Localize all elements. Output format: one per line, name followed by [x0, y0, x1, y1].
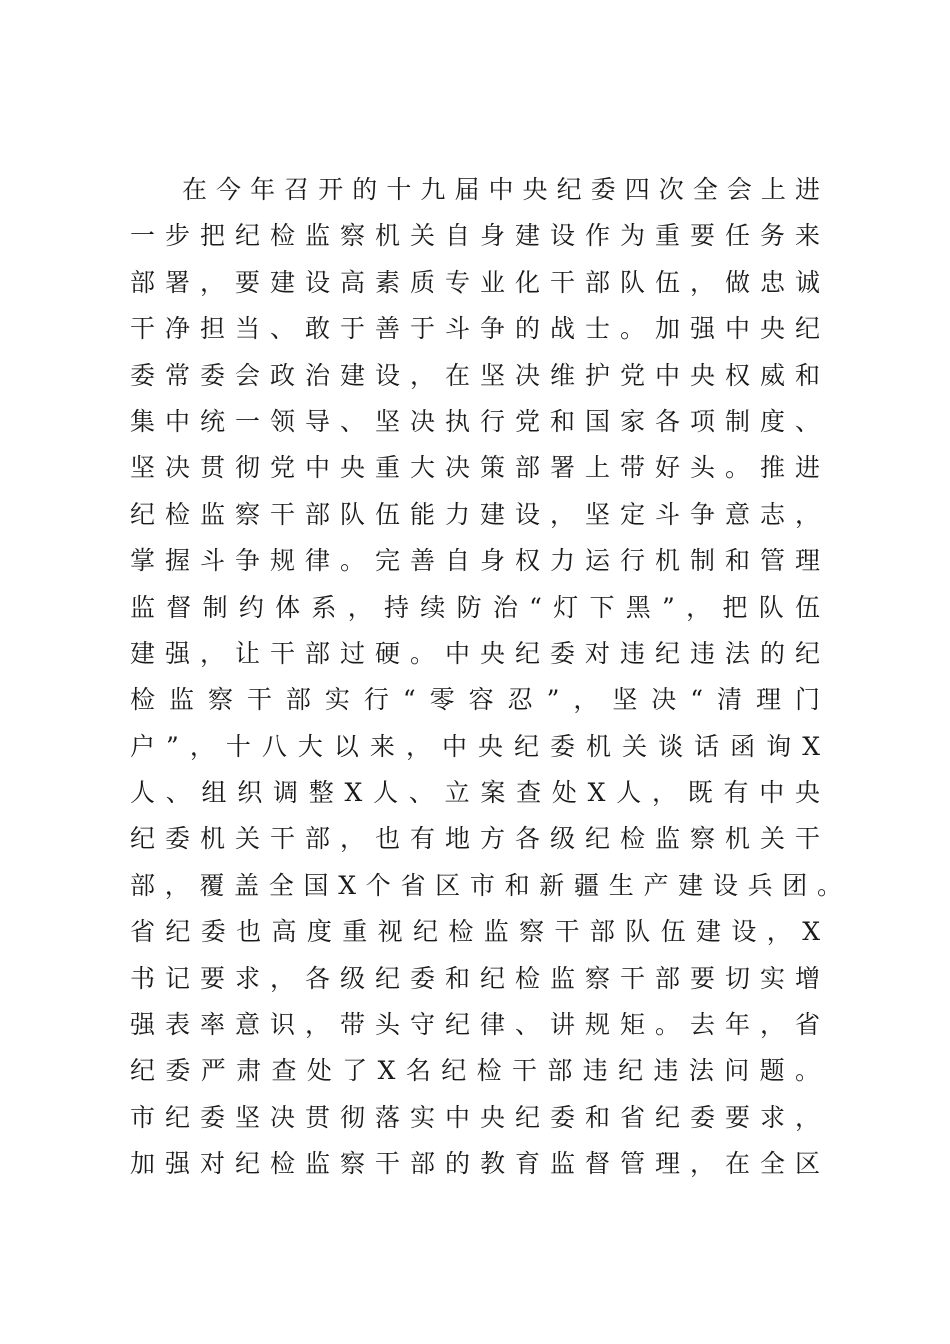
- text-line: 部，覆盖全国X个省区市和新疆生产建设兵团。: [130, 870, 842, 900]
- text-line: 一步把纪检监察机关自身建设作为重要任务来: [130, 221, 820, 251]
- text-line: 委常委会政治建设，在坚决维护党中央权威和: [130, 360, 820, 390]
- text-line: 在今年召开的十九届中央纪委四次全会上进: [182, 175, 820, 204]
- text-line: 户”，十八大以来，中央纪委机关谈话函询X: [130, 731, 820, 761]
- text-line: 监督制约体系，持续防治“灯下黑”，把队伍: [130, 592, 820, 622]
- text-line: 省纪委也高度重视纪检监察干部队伍建设，X: [130, 917, 820, 947]
- text-line: 掌握斗争规律。完善自身权力运行机制和管理: [130, 546, 820, 576]
- text-line: 纪委严肃查处了X名纪检干部违纪违法问题。: [130, 1056, 820, 1086]
- text-line: 人、组织调整X人、立案查处X人，既有中央: [130, 778, 820, 808]
- text-line: 集中统一领导、坚决执行党和国家各项制度、: [130, 406, 820, 436]
- text-line: 纪检监察干部队伍能力建设，坚定斗争意志，: [130, 499, 820, 529]
- text-line: 强表率意识，带头守纪律、讲规矩。去年，省: [130, 1010, 820, 1040]
- text-line: 纪委机关干部，也有地方各级纪检监察机关干: [130, 824, 820, 854]
- text-line: 书记要求，各级纪委和纪检监察干部要切实增: [130, 963, 820, 993]
- body-paragraph: [130, 167, 842, 1188]
- text-line: 建强，让干部过硬。中央纪委对违纪违法的纪: [130, 638, 820, 668]
- text-line: 部署，要建设高素质专业化干部队伍，做忠诚: [130, 267, 820, 297]
- text-line: 坚决贯彻党中央重大决策部署上带好头。推进: [130, 453, 820, 483]
- text-line: 市纪委坚决贯彻落实中央纪委和省纪委要求，: [130, 1102, 820, 1132]
- text-line: 检监察干部实行“零容忍”，坚决“清理门: [130, 685, 820, 715]
- text-line: 干净担当、敢于善于斗争的战士。加强中央纪: [130, 314, 820, 344]
- text-line: 加强对纪检监察干部的教育监督管理，在全区: [130, 1149, 820, 1179]
